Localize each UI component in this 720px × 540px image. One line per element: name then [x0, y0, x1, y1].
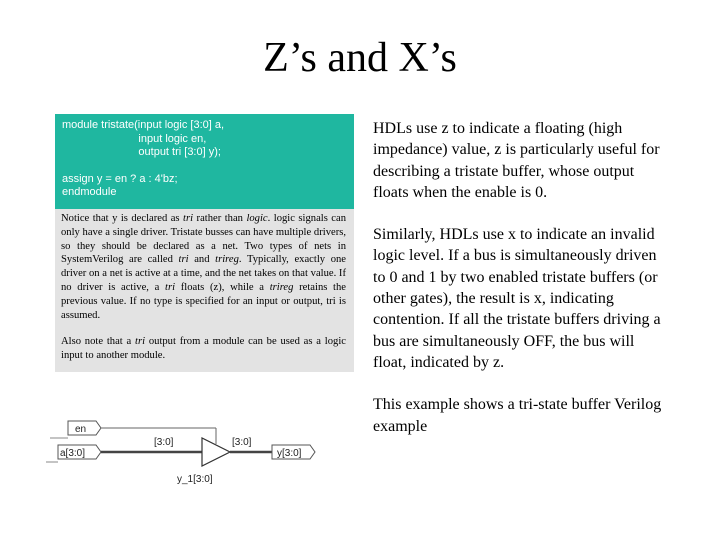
notes-text: Notice that y is declared as: [61, 213, 184, 224]
code-line: output tri [3:0] y);: [62, 146, 221, 158]
y-label: y[3:0]: [277, 448, 302, 459]
notes-box: [55, 209, 354, 372]
code-line: module tristate(input logic [3:0] a,: [62, 119, 225, 131]
notes-paragraph-2: [61, 335, 346, 363]
slide-title: Z’s and X’s: [263, 35, 457, 81]
code-gap: [62, 160, 354, 173]
bus-label-in: [3:0]: [154, 437, 174, 448]
notes-keyword: tri: [178, 254, 189, 266]
notes-text: floats (z), while a: [175, 281, 270, 293]
notes-text: rather than: [193, 213, 247, 224]
explanation-paragraph-z: HDLs use z to indicate a floating (high impedance) value, z is particularly useful for describing a tristate buffer, whose output floats when the enable is 0.: [373, 120, 660, 201]
code-line: input logic en,: [62, 132, 207, 145]
notes-keyword: tri: [135, 336, 146, 348]
notes-paragraph-1: [61, 212, 346, 322]
code-box: [55, 114, 354, 209]
notes-text: and: [188, 254, 216, 266]
notes-text: Also note that a: [61, 336, 136, 348]
notes-keyword: tri: [183, 213, 194, 224]
explanation-paragraph-example: This example shows a tri-state buffer Verilog example: [373, 396, 662, 435]
en-label: en: [75, 424, 87, 435]
notes-text: output from a module can be used as a logic input to another module.: [61, 336, 346, 362]
notes-text: . logic signals can only have a single driver. Tristate busses can have multiple drivers, so they should be declared as a net. Two types of nets in SystemVerilog are called: [61, 213, 347, 266]
code-line: endmodule: [62, 186, 117, 198]
notes-text: . Typically, exactly one driver on a net is active at a time, and the net takes on that value. If no driver is active, a: [61, 254, 346, 293]
instance-label: y_1[3:0]: [177, 474, 213, 485]
a-label: a[3:0]: [60, 448, 86, 459]
tristate-schematic: [40, 400, 350, 500]
explanation-paragraph-x: Similarly, HDLs use x to indicate an invalid logic level. If a bus is simultaneously driven to 0 and 1 by two enabled tristate buffers (or other gates), the result is x, indicating contention. If all the tristate buffers driving a bus are simultaneously OFF, the bus will float, indicated by z.: [373, 226, 661, 371]
notes-keyword: trireg: [269, 281, 294, 293]
bus-label-out: [3:0]: [232, 437, 252, 448]
notes-keyword: tri: [165, 281, 176, 293]
notes-keyword: logic: [246, 213, 268, 224]
notes-text: retains the previous value. If no type is specified for an input or output, tri is assumed.: [61, 281, 346, 321]
explanation-column: [373, 118, 663, 458]
notes-keyword: trireg: [215, 254, 239, 266]
code-line: assign y = en ? a : 4'bz;: [62, 172, 178, 185]
